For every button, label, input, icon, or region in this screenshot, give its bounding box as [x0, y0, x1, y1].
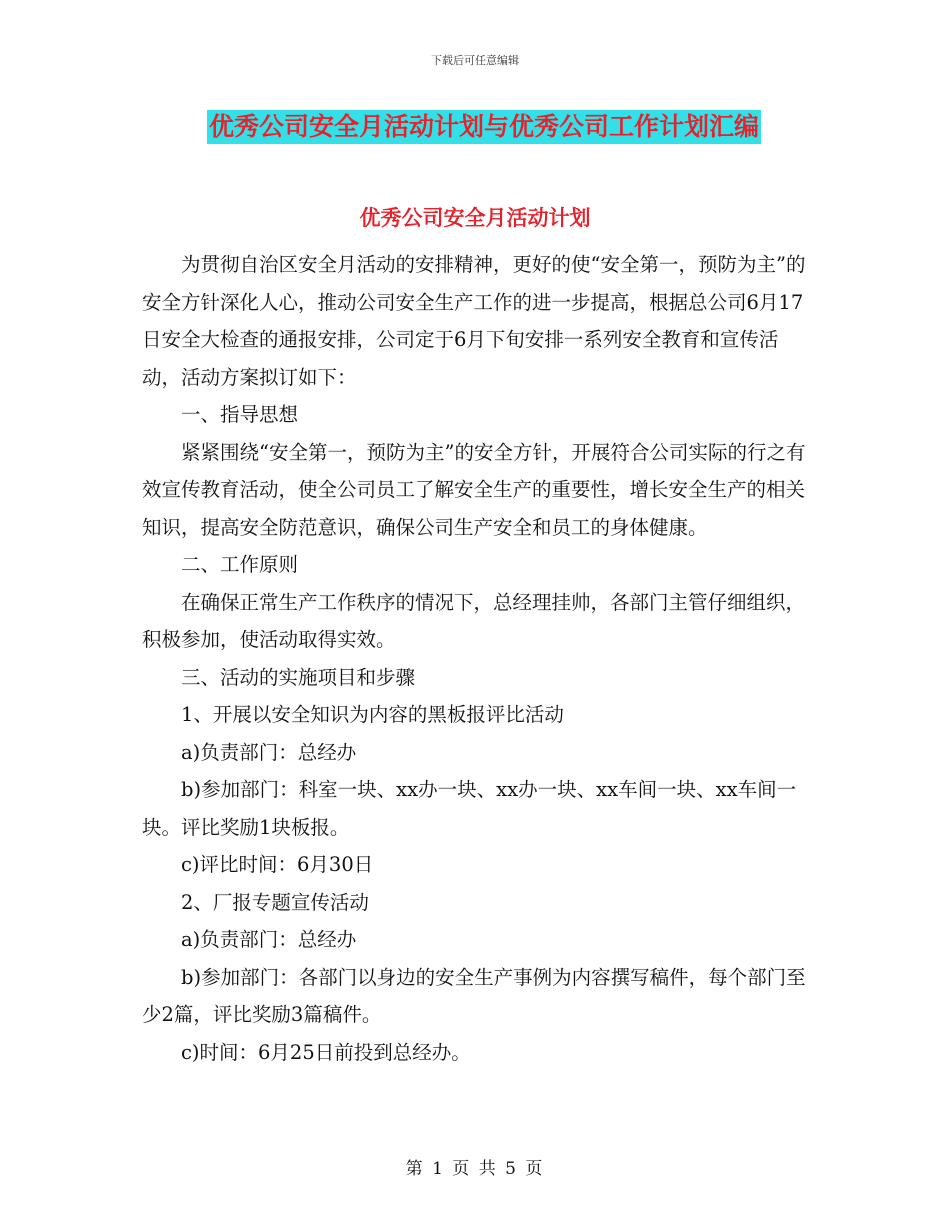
- item-participating-dept: b)参加部门：科室一块、xx办一块、xx办一块、xx车间一块、xx车间一块。评比奖励1块板报。: [142, 778, 797, 839]
- guiding-ideology-paragraph: 紧紧围绕“安全第一，预防为主”的安全方针，开展符合公司实际的行之有效宣传教育活动，使全公司员工了解安全生产的重要性，增长安全生产的相关知识，提高安全防范意识，确保公司生产安全和员工的身体健康。: [142, 440, 806, 539]
- intro-paragraph: 为贯彻自治区安全月活动的安排精神，更好的使“安全第一，预防为主”的安全方针深化人心，推动公司安全生产工作的进一步提高，根据总公司6月17日安全大检查的通报安排，公司定于6月下旬安排一系列安全教育和宣传活动，活动方案拟订如下：: [142, 253, 806, 389]
- item-submission-time: c)时间：6月25日前投到总经办。: [181, 1040, 471, 1064]
- item-evaluation-time: c)评比时间：6月30日: [181, 853, 374, 876]
- item-responsible-dept-2: a)负责部门：总经办: [181, 928, 357, 951]
- work-principles-paragraph: 在确保正常生产工作秩序的情况下，总经理挂帅，各部门主管仔细组织，积极参加，使活动取得实效。: [142, 590, 806, 651]
- heading-guiding-ideology: 一、指导思想: [181, 403, 299, 426]
- item-factory-newspaper: 2、厂报专题宣传活动: [181, 890, 369, 914]
- item-responsible-dept: a)负责部门：总经办: [181, 740, 357, 764]
- heading-work-principles: 二、工作原则: [181, 553, 299, 576]
- item-participating-dept-2: b)参加部门：各部门以身边的安全生产事例为内容撰写稿件，每个部门至少2篇，评比奖励3篇稿件。: [142, 965, 806, 1026]
- item-blackboard-activity: 1、开展以安全知识为内容的黑板报评比活动: [181, 703, 564, 726]
- header-note: 下载后可任意编辑: [431, 54, 519, 67]
- document-title: 优秀公司安全月活动计划与优秀公司工作计划汇编: [207, 110, 761, 144]
- heading-activity-steps: 三、活动的实施项目和步骤: [181, 665, 416, 689]
- page-footer: 第 1 页 共 5 页: [405, 1159, 545, 1179]
- section-title: 优秀公司安全月活动计划: [359, 206, 591, 230]
- document-body: [142, 246, 807, 1071]
